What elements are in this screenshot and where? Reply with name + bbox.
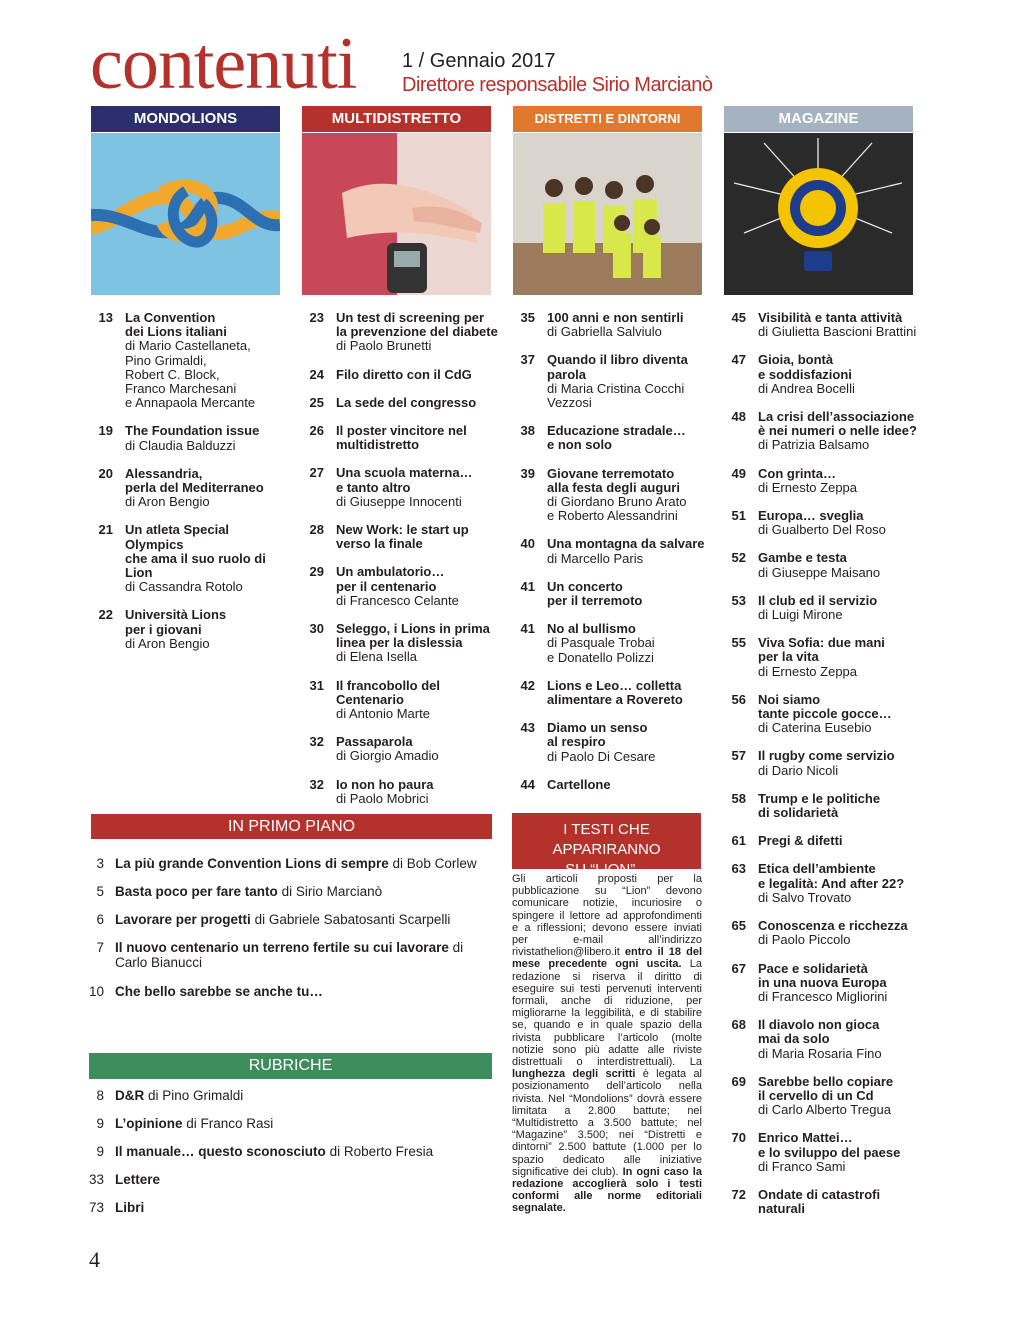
toc-author: di Giuseppe Innocenti bbox=[336, 493, 462, 509]
toc-title: Il diavolo non gioca mai da solo bbox=[758, 1017, 880, 1047]
list-title: L’opinione bbox=[115, 1116, 183, 1131]
toc-title: Un concerto per il terremoto bbox=[547, 578, 643, 609]
toc-entry[interactable] bbox=[89, 311, 289, 410]
toc-entry[interactable] bbox=[89, 424, 289, 452]
toc-entry[interactable] bbox=[511, 424, 711, 452]
toc-entry[interactable] bbox=[722, 353, 922, 396]
toc-title: Seleggo, i Lions in prima linea per la dislessia bbox=[336, 621, 490, 651]
toc-title: La crisi dell’associazione è nei numeri o nelle idee? bbox=[758, 409, 917, 439]
toc-page-number: 49 bbox=[731, 465, 746, 481]
toc-author: di Giuseppe Maisano bbox=[758, 564, 881, 580]
toc-title: Lions e Leo… colletta alimentare a Rovereto bbox=[547, 677, 683, 708]
primo_piano-item[interactable] bbox=[88, 984, 323, 999]
toc-page-number: 57 bbox=[731, 748, 746, 764]
toc-entry[interactable] bbox=[511, 580, 711, 608]
toc-title: Gambe e testa bbox=[758, 550, 847, 566]
toc-author: di Paolo Brunetti bbox=[336, 338, 432, 354]
toc-author: di Andrea Bocelli bbox=[758, 380, 855, 396]
toc-author: di Francesco Migliorini bbox=[758, 988, 888, 1004]
rubriche-item[interactable] bbox=[88, 1144, 433, 1159]
testi-p3-bold: In ogni caso la redazione accoglierà solo i testi conformi alle norme editoriali segnalate. bbox=[512, 1165, 702, 1215]
toc-page-number: 37 bbox=[520, 352, 535, 368]
toc-entry[interactable] bbox=[89, 608, 289, 651]
toc-title: Un atleta Special Olympics che ama il suo ruolo di Lion bbox=[125, 522, 266, 581]
rubriche-item[interactable] bbox=[88, 1200, 144, 1215]
toc-entry[interactable] bbox=[722, 1131, 922, 1174]
toc-entry[interactable] bbox=[511, 721, 711, 764]
toc-author: di Paolo Di Cesare bbox=[547, 748, 656, 764]
primo_piano-item[interactable] bbox=[88, 940, 468, 970]
director-line: Direttore responsabile Sirio Marcianò bbox=[402, 74, 713, 96]
toc-author: di Gualberto Del Roso bbox=[758, 522, 886, 538]
toc-page-number: 72 bbox=[731, 1186, 746, 1202]
toc-page-number: 52 bbox=[731, 550, 746, 566]
toc-page-number: 48 bbox=[731, 409, 746, 425]
toc-page-number: 31 bbox=[309, 677, 324, 693]
toc-page-number: 32 bbox=[309, 734, 324, 750]
section-header-multidistretto: MULTIDISTRETTO bbox=[302, 106, 491, 132]
toc-title: Cartellone bbox=[547, 776, 611, 792]
primo-piano-header: IN PRIMO PIANO bbox=[91, 814, 492, 839]
toc-entry[interactable] bbox=[300, 311, 500, 354]
testi-p3: è legata al posizionamento dell’articolo nella rivista. Nel “Mondolions” dovrà essere limitata a 2.800 battute; nel “Multidistretto a 3.500 battute; nel “Magazine” 3.500; nei “Distretti e dintorni” 2.500 battute (1.000 per lo spazio dedicato alle iniziative significative dei club). bbox=[512, 1068, 702, 1178]
list-author: di Sirio Marcianò bbox=[281, 884, 383, 899]
toc-page-number: 22 bbox=[98, 607, 113, 623]
toc-page-number: 44 bbox=[520, 776, 535, 792]
toc-author: di Maria Cristina Cocchi Vezzosi bbox=[547, 380, 685, 411]
toc-column-magazine bbox=[722, 311, 922, 1230]
toc-entry[interactable] bbox=[722, 410, 922, 453]
toc-title: Noi siamo tante piccole gocce… bbox=[758, 691, 892, 722]
toc-title: Un test di screening per la prevenzione del diabete bbox=[336, 310, 498, 340]
toc-entry[interactable] bbox=[300, 778, 500, 806]
rubriche-item[interactable] bbox=[88, 1116, 273, 1131]
photo-lions-logo bbox=[724, 133, 913, 295]
list-title: Basta poco per fare tanto bbox=[115, 884, 278, 899]
toc-page-number: 51 bbox=[731, 508, 746, 524]
toc-column-multidistretto bbox=[300, 311, 500, 820]
toc-page-number: 24 bbox=[309, 366, 324, 382]
toc-author: di Pasquale Trobai e Donatello Polizzi bbox=[547, 635, 655, 665]
toc-title: Conoscenza e ricchezza bbox=[758, 918, 908, 934]
toc-entry[interactable] bbox=[300, 396, 500, 410]
toc-title: Il club ed il servizio bbox=[758, 592, 878, 608]
toc-author: di Franco Sami bbox=[758, 1158, 846, 1174]
toc-entry[interactable] bbox=[722, 467, 922, 495]
list-author: di Pino Grimaldi bbox=[148, 1088, 244, 1103]
toc-page-number: 38 bbox=[520, 423, 535, 439]
toc-entry[interactable] bbox=[300, 368, 500, 382]
list-author: di Roberto Fresia bbox=[329, 1144, 434, 1159]
toc-page-number: 41 bbox=[520, 578, 535, 594]
toc-page-number: 42 bbox=[520, 677, 535, 693]
testi-header: I TESTI CHE APPARIRANNO SU “LION”... bbox=[512, 813, 701, 869]
toc-entry[interactable] bbox=[89, 467, 289, 510]
issue-number: 1 / Gennaio 2017 bbox=[402, 50, 556, 72]
toc-entry[interactable] bbox=[722, 551, 922, 579]
toc-title: La sede del congresso bbox=[336, 394, 477, 410]
toc-author: di Dario Nicoli bbox=[758, 762, 839, 778]
toc-author: di Giorgio Amadio bbox=[336, 748, 439, 764]
toc-title: Un ambulatorio… per il centenario bbox=[336, 564, 445, 594]
toc-entry[interactable] bbox=[722, 311, 922, 339]
toc-title: Alessandria, perla del Mediterraneo bbox=[125, 465, 264, 496]
toc-page-number: 56 bbox=[731, 691, 746, 707]
toc-author: di Antonio Marte bbox=[336, 706, 430, 722]
toc-title: Passaparola bbox=[336, 734, 413, 750]
toc-entry[interactable] bbox=[300, 424, 500, 452]
list-title: Lettere bbox=[115, 1172, 161, 1187]
toc-title: Trump e le politiche di solidarietà bbox=[758, 790, 881, 821]
toc-author: di Elena Isella bbox=[336, 649, 417, 665]
toc-author: di Marcello Paris bbox=[547, 550, 644, 566]
photo-volunteers-group bbox=[513, 133, 702, 295]
toc-page-number: 30 bbox=[309, 621, 324, 637]
toc-title: Enrico Mattei… e lo sviluppo del paese bbox=[758, 1130, 901, 1160]
section-header-magazine: MAGAZINE bbox=[724, 106, 913, 132]
toc-page-number: 61 bbox=[731, 833, 746, 849]
toc-column-mondolions bbox=[89, 311, 289, 665]
toc-title: Università Lions per i giovani bbox=[125, 607, 227, 637]
toc-entry[interactable] bbox=[722, 862, 922, 905]
toc-title: Una montagna da salvare bbox=[547, 536, 705, 552]
toc-entry[interactable] bbox=[511, 537, 711, 565]
testi-p2-bold: lunghezza degli scritti bbox=[512, 1068, 636, 1081]
list-page-number: 6 bbox=[96, 912, 104, 927]
toc-author: di Cassandra Rotolo bbox=[125, 579, 243, 595]
toc-entry[interactable] bbox=[722, 834, 922, 848]
toc-title: Educazione stradale… e non solo bbox=[547, 423, 686, 453]
toc-entry[interactable] bbox=[511, 353, 711, 410]
toc-title: Il rugby come servizio bbox=[758, 748, 895, 764]
toc-entry[interactable] bbox=[300, 565, 500, 608]
list-page-number: 10 bbox=[88, 984, 104, 999]
testi-p2: La redazione si riserva il diritto di eseguire sui testi pervenuti interventi formali, anche di riduzione, per migliorarne la leggibilità, e di stabilire se, quando e in quale spazio della rivista pubblicare l’articolo (molte notizie sono più adatte alle riviste distrettuali o interdistrettuali). La bbox=[512, 958, 702, 1069]
toc-page-number: 58 bbox=[731, 790, 746, 806]
list-page-number: 9 bbox=[96, 1144, 104, 1159]
toc-page-number: 55 bbox=[731, 635, 746, 651]
page-number: 4 bbox=[89, 1247, 100, 1272]
toc-page-number: 28 bbox=[309, 522, 324, 538]
toc-title: Quando il libro diventa parola bbox=[547, 352, 688, 382]
toc-entry[interactable] bbox=[511, 679, 711, 707]
toc-author: di Caterina Eusebio bbox=[758, 720, 872, 736]
toc-entry[interactable] bbox=[722, 919, 922, 947]
toc-entry[interactable] bbox=[722, 1075, 922, 1118]
list-title: Il nuovo centenario un terreno fertile su cui lavorare bbox=[115, 940, 449, 955]
list-title: Il manuale… questo sconosciuto bbox=[115, 1144, 326, 1159]
toc-column-distretti bbox=[511, 311, 711, 806]
list-page-number: 73 bbox=[88, 1200, 104, 1215]
toc-page-number: 68 bbox=[731, 1017, 746, 1033]
toc-page-number: 25 bbox=[309, 394, 324, 410]
list-author: di Bob Corlew bbox=[392, 856, 477, 871]
toc-title: No al bullismo bbox=[547, 621, 636, 637]
toc-author: di Aron Bengio bbox=[125, 635, 210, 651]
toc-page-number: 35 bbox=[520, 310, 535, 325]
list-page-number: 5 bbox=[96, 884, 104, 899]
toc-page-number: 63 bbox=[731, 861, 746, 877]
rubriche-header: RUBRICHE bbox=[89, 1053, 492, 1079]
toc-title: Pregi & difetti bbox=[758, 833, 843, 849]
toc-title: Gioia, bontà e soddisfazioni bbox=[758, 352, 852, 382]
toc-author: di Francesco Celante bbox=[336, 592, 459, 608]
photo-rope-knot bbox=[91, 133, 280, 295]
photo-diabetes-test bbox=[302, 133, 491, 295]
toc-page-number: 26 bbox=[309, 423, 324, 439]
primo_piano-item[interactable] bbox=[88, 912, 450, 927]
toc-page-number: 23 bbox=[309, 310, 324, 325]
toc-author: di Giulietta Bascioni Brattini bbox=[758, 324, 917, 340]
toc-entry[interactable] bbox=[722, 636, 922, 679]
list-page-number: 3 bbox=[96, 856, 104, 871]
toc-entry[interactable] bbox=[511, 778, 711, 792]
toc-page-number: 32 bbox=[309, 776, 324, 792]
toc-title: Con grinta… bbox=[758, 465, 836, 481]
toc-entry[interactable] bbox=[300, 523, 500, 551]
toc-entry[interactable] bbox=[722, 962, 922, 1005]
toc-page-number: 21 bbox=[98, 522, 113, 538]
toc-author: di Patrizia Balsamo bbox=[758, 437, 870, 453]
toc-page-number: 45 bbox=[731, 310, 746, 325]
toc-title: Filo diretto con il CdG bbox=[336, 366, 472, 382]
toc-entry[interactable] bbox=[722, 749, 922, 777]
section-header-mondolions: MONDOLIONS bbox=[91, 106, 280, 132]
toc-title: Viva Sofia: due mani per la vita bbox=[758, 635, 885, 665]
toc-page-number: 47 bbox=[731, 352, 746, 368]
page-title: contenuti bbox=[90, 23, 357, 105]
toc-title: La Convention dei Lions italiani bbox=[125, 310, 227, 340]
list-title: La più grande Convention Lions di sempre bbox=[115, 856, 389, 871]
list-title: D&R bbox=[115, 1088, 145, 1103]
rubriche-item[interactable] bbox=[88, 1088, 243, 1103]
toc-author: di Ernesto Zeppa bbox=[758, 663, 858, 679]
toc-entry[interactable] bbox=[722, 509, 922, 537]
list-title: Libri bbox=[115, 1200, 145, 1215]
toc-author: di Carlo Alberto Tregua bbox=[758, 1102, 891, 1118]
toc-title: Ondate di catastrofi naturali bbox=[758, 1186, 881, 1217]
toc-entry[interactable] bbox=[722, 1188, 922, 1216]
toc-entry[interactable] bbox=[511, 467, 711, 524]
toc-title: Una scuola materna… e tanto altro bbox=[336, 465, 473, 495]
list-page-number: 7 bbox=[96, 940, 104, 955]
primo_piano-item[interactable] bbox=[88, 884, 382, 899]
toc-author: di Salvo Trovato bbox=[758, 889, 852, 905]
list-page-number: 8 bbox=[96, 1088, 104, 1103]
toc-page-number: 27 bbox=[309, 465, 324, 481]
list-author: di Gabriele Sabatosanti Scarpelli bbox=[254, 912, 451, 927]
toc-author: di Giordano Bruno Arato e Roberto Alessandrini bbox=[547, 494, 687, 524]
toc-author: di Paolo Piccolo bbox=[758, 932, 851, 948]
toc-entry[interactable] bbox=[722, 693, 922, 736]
toc-page-number: 29 bbox=[309, 564, 324, 580]
toc-page-number: 41 bbox=[520, 621, 535, 637]
toc-entry[interactable] bbox=[722, 792, 922, 820]
toc-author: di Mario Castellaneta, Pino Grimaldi, Robert C. Block, Franco Marchesani e Annapaola Mercante bbox=[125, 338, 256, 411]
toc-title: Etica dell’ambiente e legalità: And after 22? bbox=[758, 861, 905, 891]
toc-title: Sarebbe bello copiare il cervello di un Cd bbox=[758, 1073, 894, 1103]
section-header-distretti: DISTRETTI E DINTORNI bbox=[513, 106, 702, 132]
toc-author: di Gabriella Salviulo bbox=[547, 324, 662, 340]
toc-entry[interactable] bbox=[722, 1018, 922, 1061]
toc-page-number: 69 bbox=[731, 1073, 746, 1089]
toc-title: Il poster vincitore nel multidistretto bbox=[336, 423, 467, 453]
toc-title: Diamo un senso al respiro bbox=[547, 720, 648, 750]
testi-body bbox=[512, 873, 702, 1215]
toc-author: di Ernesto Zeppa bbox=[758, 479, 858, 495]
toc-page-number: 40 bbox=[520, 536, 535, 552]
list-title: Che bello sarebbe se anche tu… bbox=[115, 984, 323, 999]
toc-page-number: 13 bbox=[98, 310, 113, 325]
toc-page-number: 43 bbox=[520, 720, 535, 736]
toc-entry[interactable] bbox=[511, 622, 711, 665]
rubriche-item[interactable] bbox=[88, 1172, 160, 1187]
toc-author: di Maria Rosaria Fino bbox=[758, 1045, 882, 1061]
toc-title: 100 anni e non sentirli bbox=[547, 310, 684, 325]
toc-page-number: 39 bbox=[520, 465, 535, 481]
toc-entry[interactable] bbox=[300, 679, 500, 722]
toc-entry[interactable] bbox=[89, 523, 289, 594]
list-author: di Franco Rasi bbox=[186, 1116, 274, 1131]
toc-page-number: 19 bbox=[98, 423, 113, 439]
testi-p1-bold: entro il 18 del mese precedente ogni uscita. bbox=[512, 946, 702, 971]
list-title: Lavorare per progetti bbox=[115, 912, 251, 927]
list-page-number: 33 bbox=[88, 1172, 104, 1187]
toc-entry[interactable] bbox=[300, 622, 500, 665]
toc-page-number: 53 bbox=[731, 592, 746, 608]
toc-page-number: 20 bbox=[98, 465, 113, 481]
testi-p1: Gli articoli proposti per la pubblicazione su “Lion” devono comunicare notizie, incuriosire o spingere il lettore ad approfondimenti e a riflessioni; devono essere inviati per e-mail all’indirizzo rivistathelion@libero.it bbox=[512, 873, 702, 959]
primo_piano-item[interactable] bbox=[88, 856, 477, 871]
toc-title: Giovane terremotato alla festa degli auguri bbox=[547, 465, 680, 495]
list-author: di Carlo Bianucci bbox=[115, 940, 464, 970]
toc-author: di Paolo Mobrici bbox=[336, 790, 429, 806]
toc-title: The Foundation issue bbox=[125, 423, 260, 439]
toc-entry[interactable] bbox=[300, 735, 500, 763]
toc-page-number: 70 bbox=[731, 1130, 746, 1146]
toc-title: New Work: le start up verso la finale bbox=[336, 522, 469, 552]
toc-author: di Claudia Balduzzi bbox=[125, 437, 236, 453]
toc-page-number: 65 bbox=[731, 918, 746, 934]
toc-entry[interactable] bbox=[511, 311, 711, 339]
toc-author: di Luigi Mirone bbox=[758, 607, 843, 623]
toc-author: di Aron Bengio bbox=[125, 494, 210, 510]
toc-entry[interactable] bbox=[722, 594, 922, 622]
toc-entry[interactable] bbox=[300, 466, 500, 509]
toc-title: Il francobollo del Centenario bbox=[336, 677, 441, 707]
toc-title: Visibilità e tanta attività bbox=[758, 310, 903, 325]
toc-title: Io non ho paura bbox=[336, 776, 434, 792]
toc-title: Pace e solidarietà in una nuova Europa bbox=[758, 960, 887, 990]
toc-title: Europa… sveglia bbox=[758, 508, 864, 524]
list-page-number: 9 bbox=[96, 1116, 104, 1131]
toc-page-number: 67 bbox=[731, 960, 746, 976]
